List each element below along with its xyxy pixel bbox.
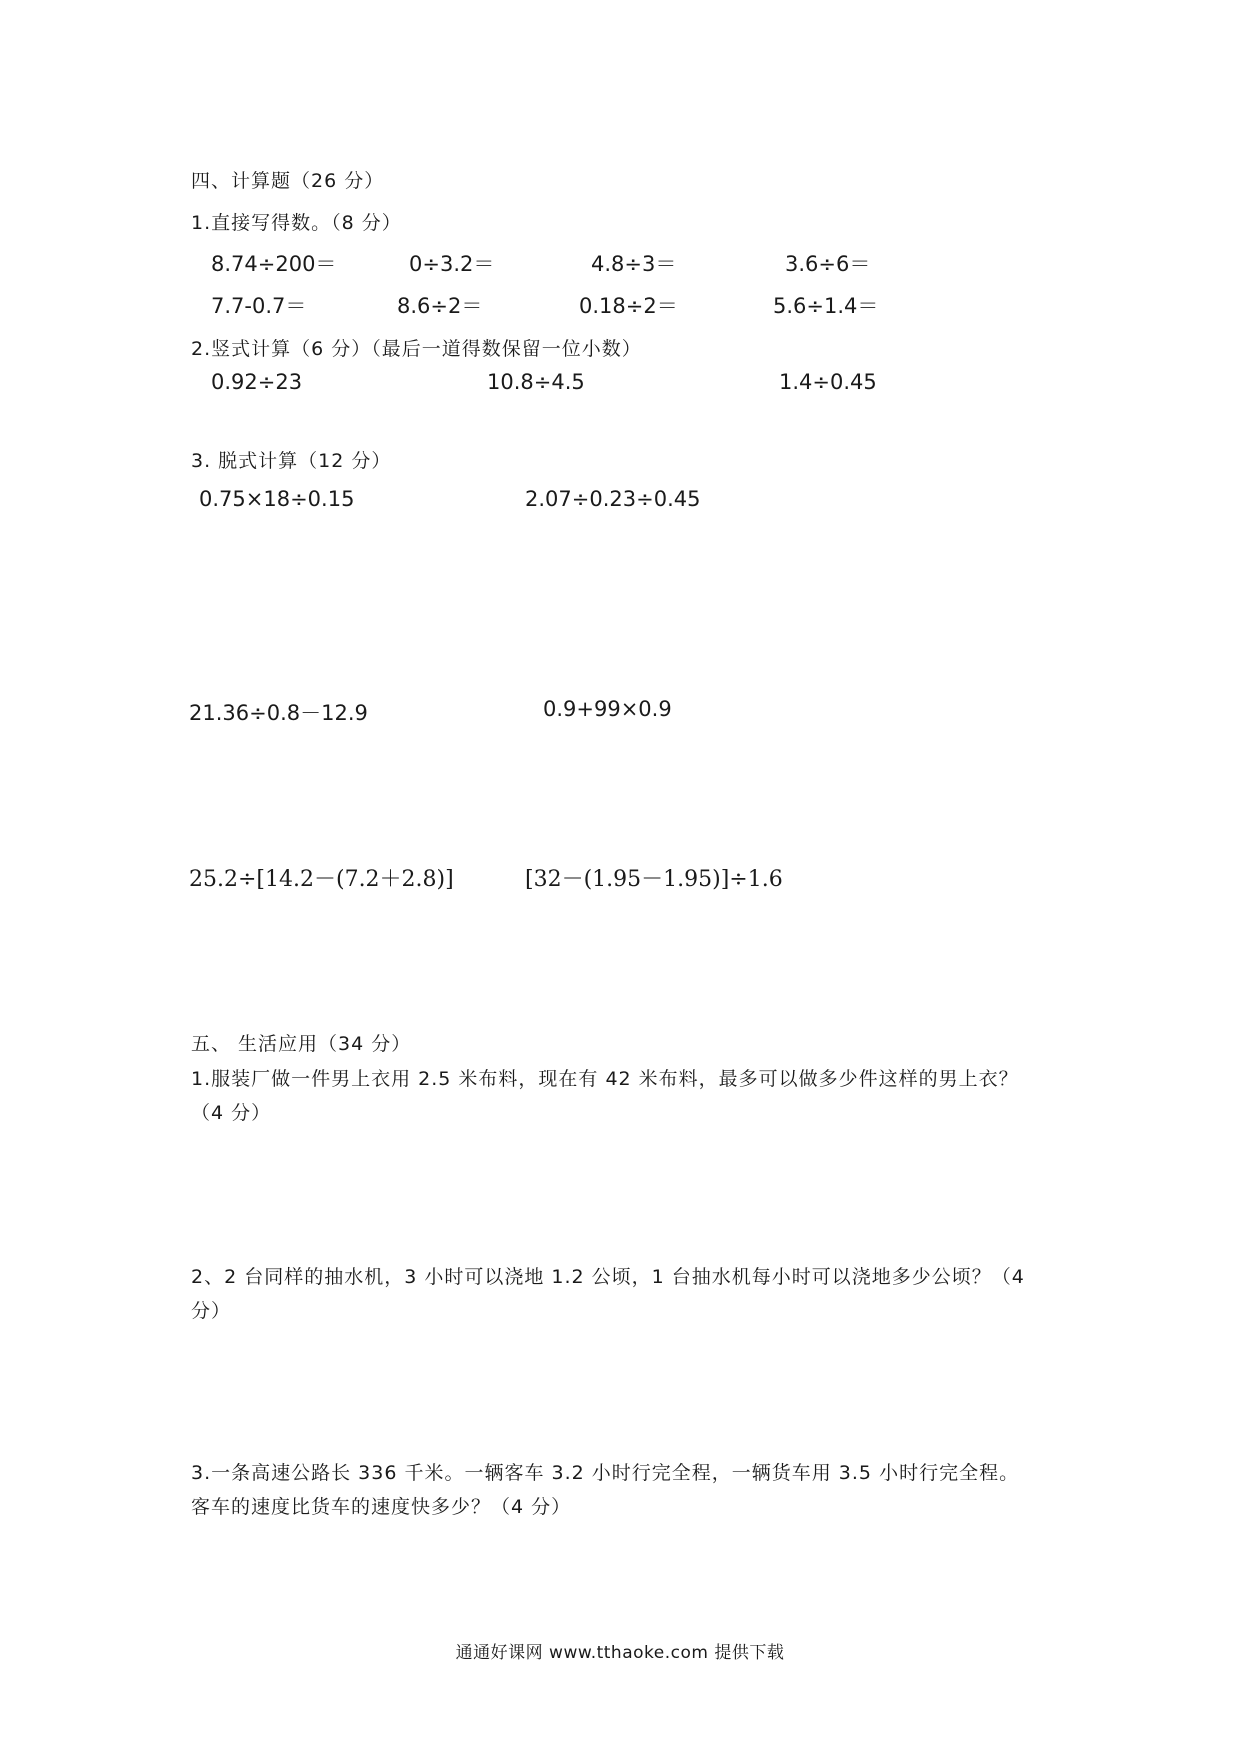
q3-item: [32－(1.95－1.95)]÷1.6 <box>525 867 783 892</box>
problem-3-line-2: 客车的速度比货车的速度快多少？（4 分） <box>191 1496 572 1518</box>
q2-title: 2.竖式计算（6 分）（最后一道得数保留一位小数） <box>191 338 642 360</box>
section-4-title: 四、计算题（26 分） <box>191 170 385 192</box>
q1-item: 3.6÷6＝ <box>785 252 871 276</box>
q1-item: 7.7-0.7＝ <box>211 294 307 318</box>
q3-item: 21.36÷0.8－12.9 <box>189 701 368 725</box>
problem-3-line-1: 3.一条高速公路长 336 千米。一辆客车 3.2 小时行完全程，一辆货车用 3.5 小时行完全程。 <box>191 1462 1020 1484</box>
q1-item: 4.8÷3＝ <box>591 252 677 276</box>
section-5-title: 五、 生活应用（34 分） <box>191 1033 412 1055</box>
problem-2-line-2: 分） <box>191 1300 232 1322</box>
q3-item: 0.9+99×0.9 <box>543 697 672 721</box>
q2-item: 1.4÷0.45 <box>779 370 877 394</box>
problem-2-line-1: 2、2 台同样的抽水机，3 小时可以浇地 1.2 公顷，1 台抽水机每小时可以浇地多少公顷？（4 <box>191 1266 1025 1288</box>
problem-1-line-2: （4 分） <box>191 1102 272 1124</box>
q3-title: 3. 脱式计算（12 分） <box>191 450 392 472</box>
problem-1-line-1: 1.服装厂做一件男上衣用 2.5 米布料，现在有 42 米布料，最多可以做多少件这样的男上衣？ <box>191 1068 1019 1090</box>
q2-item: 10.8÷4.5 <box>487 370 585 394</box>
q3-item: 2.07÷0.23÷0.45 <box>525 487 701 511</box>
q1-item: 8.6÷2＝ <box>397 294 483 318</box>
q2-item: 0.92÷23 <box>211 370 303 394</box>
q3-item: 25.2÷[14.2－(7.2＋2.8)] <box>189 867 454 892</box>
q1-item: 8.74÷200＝ <box>211 252 337 276</box>
footer-credit: 通通好课网 www.tthaoke.com 提供下载 <box>455 1643 785 1663</box>
q3-item: 0.75×18÷0.15 <box>199 487 355 511</box>
q1-item: 5.6÷1.4＝ <box>773 294 879 318</box>
q1-item: 0.18÷2＝ <box>579 294 678 318</box>
q1-item: 0÷3.2＝ <box>409 252 495 276</box>
q1-title: 1.直接写得数。（8 分） <box>191 212 402 234</box>
